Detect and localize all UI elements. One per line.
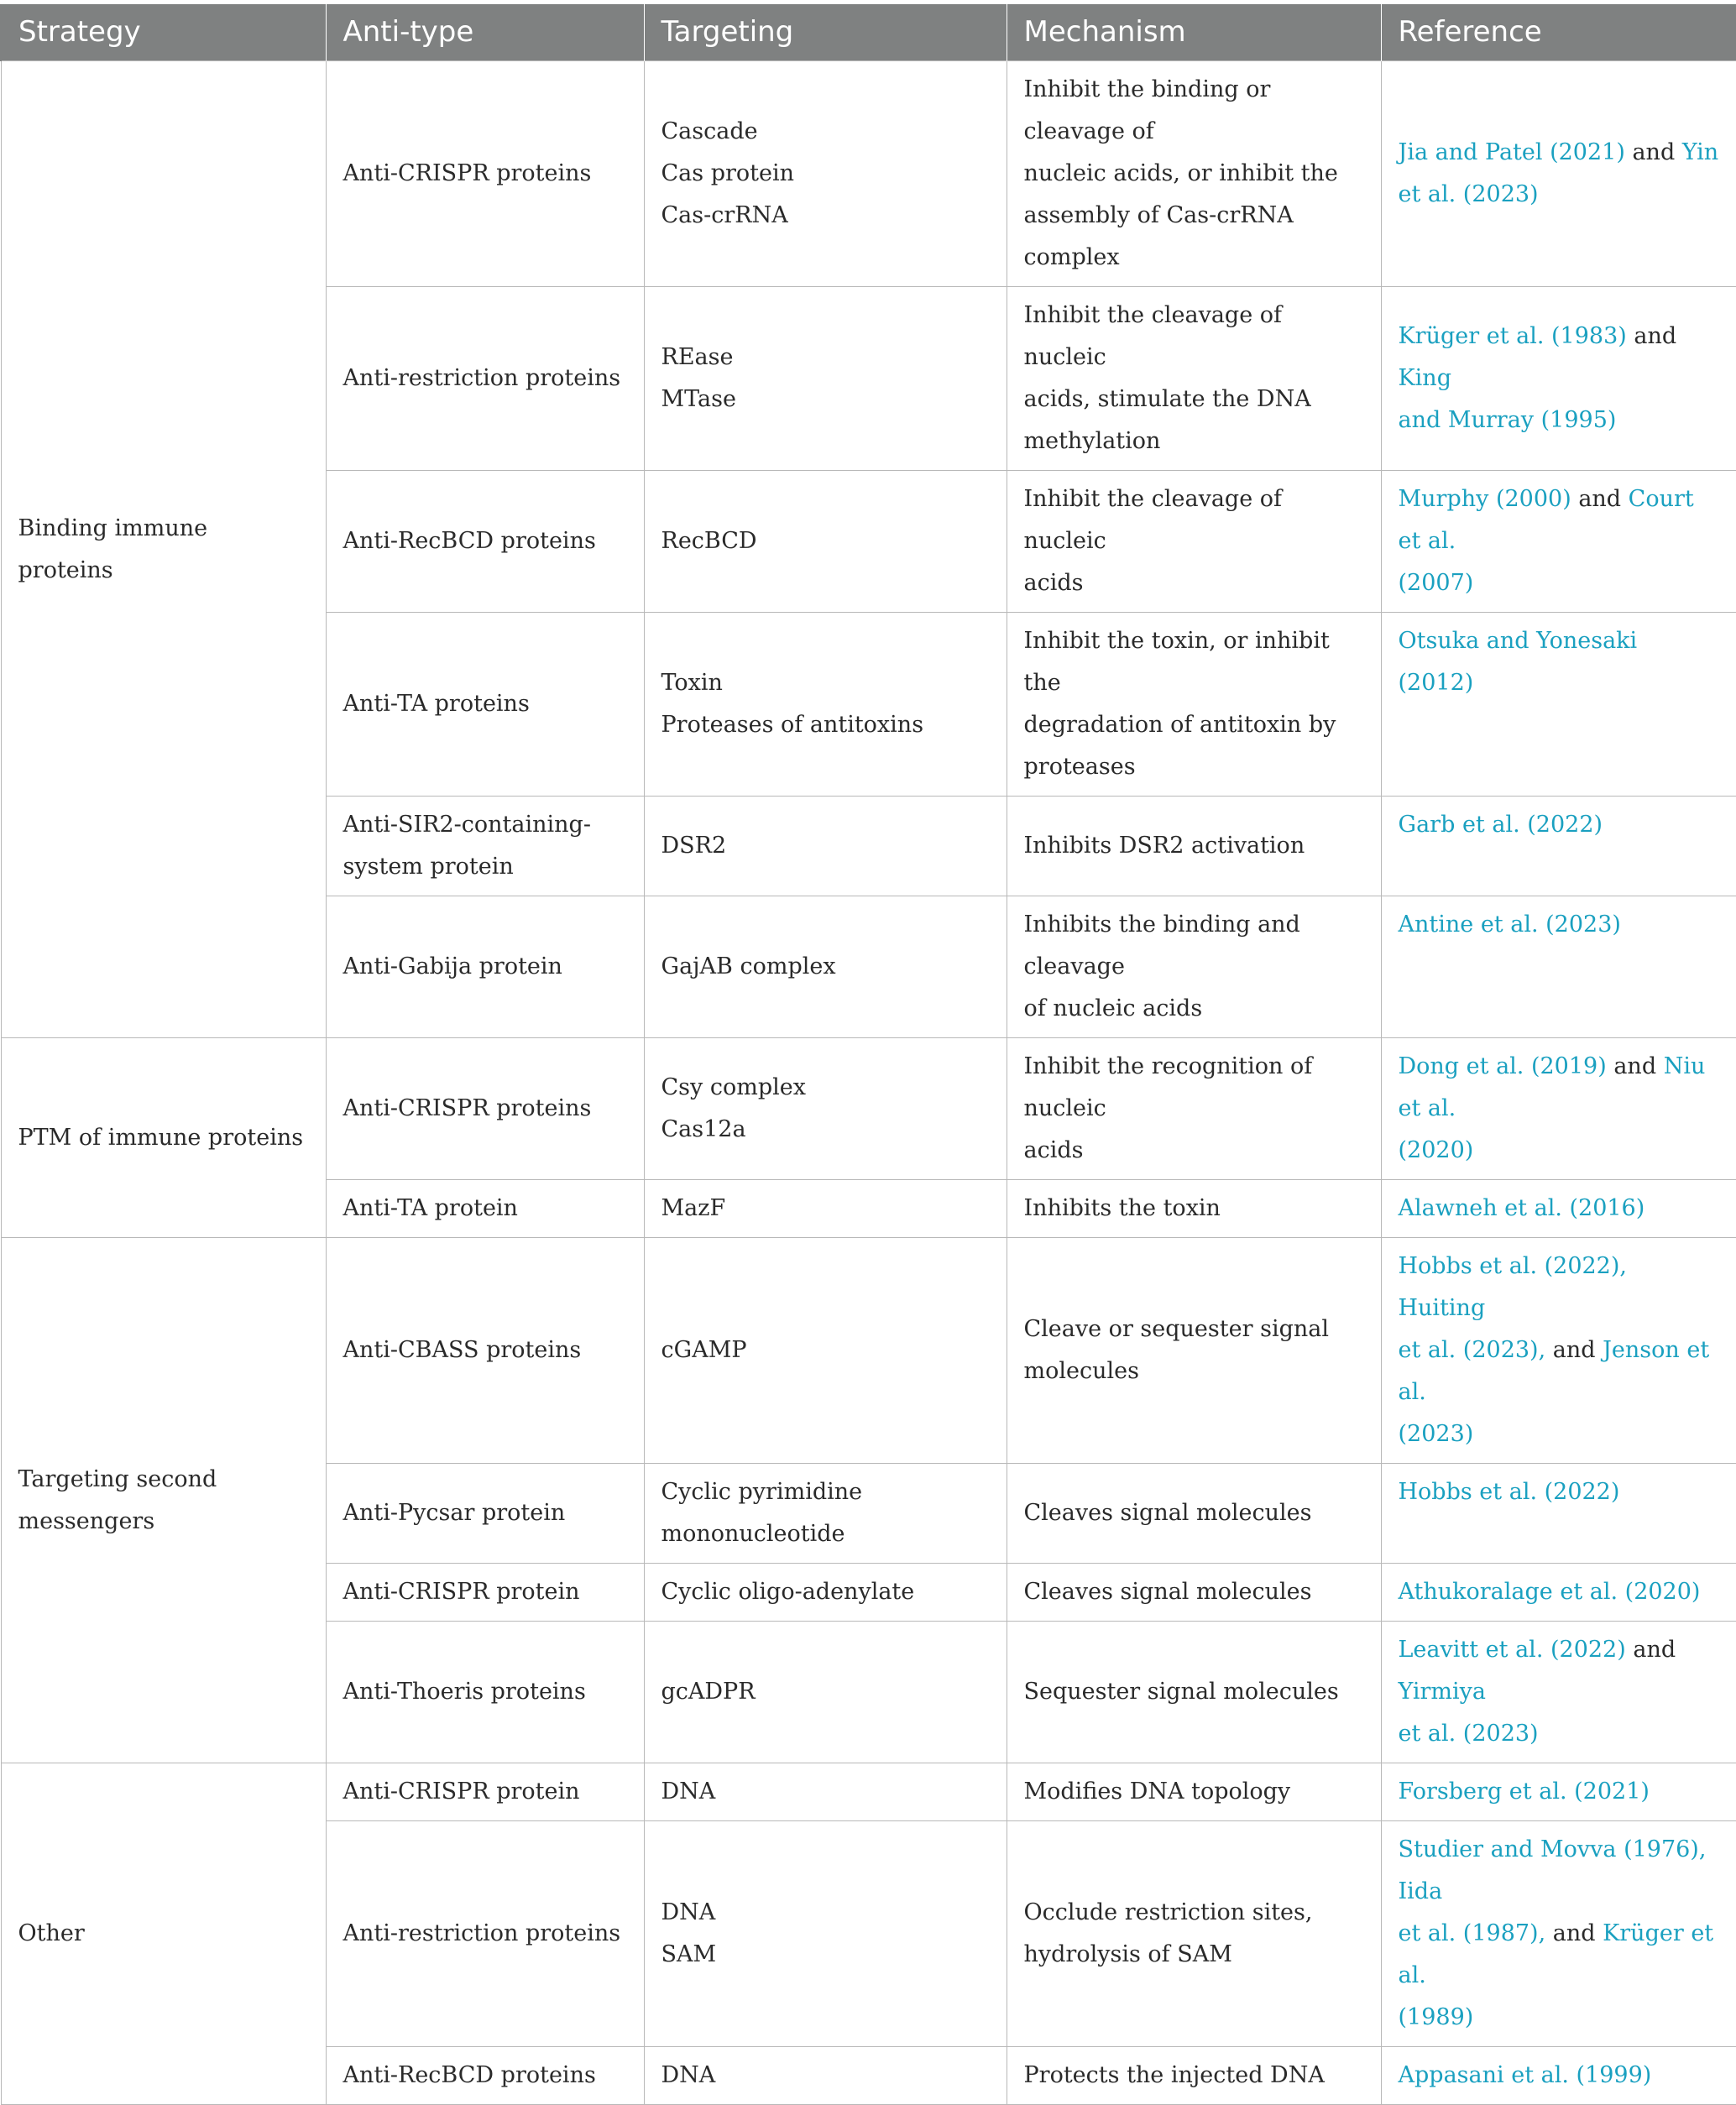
mechanism-line: proteases [1023, 754, 1136, 780]
anti-type-line: Anti-CRISPR protein [342, 1579, 580, 1605]
reference-line [1399, 1046, 1720, 1130]
reference-line [1399, 478, 1720, 562]
anti-type-cell [326, 613, 644, 797]
mechanism-line: molecules [1023, 1358, 1139, 1384]
reference-cell [1381, 1821, 1736, 2047]
anti-type-line: system protein [342, 854, 514, 880]
reference-line [1399, 1829, 1720, 1913]
reference-cell [1381, 471, 1736, 613]
targeting-line: Cyclic oligo-adenylate [661, 1579, 915, 1605]
targeting-line: GajAB complex [661, 953, 836, 979]
anti-type-line: Anti-RecBCD proteins [342, 2062, 596, 2088]
citation-link[interactable]: Murphy (2000) [1398, 486, 1571, 512]
anti-type-cell [326, 1464, 644, 1564]
citation-link[interactable]: Yin [1681, 139, 1719, 165]
citation-link[interactable]: Yirmiya [1398, 1679, 1486, 1705]
reference-line [1399, 904, 1720, 946]
reference-line [1399, 1413, 1720, 1455]
table-row [1, 1763, 1736, 1821]
strategy-cell: Other [1, 1763, 326, 2105]
targeting-cell [644, 2047, 1007, 2105]
targeting-line: Cas-crRNA [661, 202, 788, 228]
mechanism-line: degradation of antitoxin by [1023, 712, 1336, 738]
targeting-line: Proteases of antitoxins [661, 712, 924, 738]
citation-link[interactable]: Jia and Patel (2021) [1398, 139, 1625, 165]
anti-defense-strategies-table [0, 4, 1736, 2105]
table-row [1, 1238, 1736, 1464]
mechanism-cell [1007, 896, 1381, 1038]
mechanism-line: methylation [1023, 428, 1161, 454]
reference-cell [1381, 287, 1736, 471]
targeting-cell [644, 61, 1007, 287]
reference-cell [1381, 61, 1736, 287]
mechanism-line: Occlude restriction sites, [1023, 1899, 1313, 1925]
column-header-reference: Reference [1381, 4, 1736, 61]
mechanism-line: Protects the injected DNA [1023, 2062, 1325, 2088]
reference-line [1399, 1713, 1720, 1755]
citation-link[interactable]: Athukoralage et al. (2020) [1398, 1579, 1701, 1605]
anti-type-line: Anti-Gabija protein [342, 953, 562, 979]
targeting-cell [644, 1821, 1007, 2047]
reference-cell [1381, 1238, 1736, 1464]
reference-conjunction: and [1606, 1053, 1664, 1079]
anti-type-cell [326, 1238, 644, 1464]
mechanism-cell [1007, 1622, 1381, 1763]
mechanism-line: of nucleic acids [1023, 995, 1203, 1021]
citation-link[interactable]: (1989) [1398, 2004, 1474, 2030]
citation-link[interactable]: et al. (2023), [1398, 1337, 1546, 1363]
anti-type-line: Anti-restriction proteins [342, 365, 621, 391]
reference-cell [1381, 1763, 1736, 1821]
mechanism-line: Cleaves signal molecules [1023, 1579, 1312, 1605]
reference-line [1399, 804, 1720, 846]
targeting-line: Cas protein [661, 160, 794, 186]
targeting-line: cGAMP [661, 1337, 747, 1363]
mechanism-cell [1007, 1821, 1381, 2047]
citation-link[interactable]: Niu et al. [1398, 1053, 1706, 1121]
mechanism-line: Inhibit the toxin, or inhibit the [1023, 628, 1330, 696]
column-header-targeting: Targeting [644, 4, 1007, 61]
anti-type-cell [326, 1038, 644, 1180]
reference-line [1399, 2055, 1720, 2097]
targeting-line: MTase [661, 386, 736, 412]
strategy-cell: Binding immune proteins [1, 61, 326, 1038]
citation-link[interactable]: Court et al. [1398, 486, 1694, 554]
anti-type-line: Anti-Thoeris proteins [342, 1679, 586, 1705]
targeting-cell [644, 613, 1007, 797]
mechanism-line: Inhibits DSR2 activation [1023, 833, 1305, 859]
reference-cell [1381, 1564, 1736, 1622]
anti-type-cell [326, 61, 644, 287]
anti-type-cell [326, 797, 644, 896]
mechanism-line: Inhibit the cleavage of nucleic [1023, 486, 1283, 554]
reference-cell [1381, 2047, 1736, 2105]
targeting-cell [644, 1038, 1007, 1180]
reference-cell [1381, 613, 1736, 797]
mechanism-cell [1007, 1564, 1381, 1622]
mechanism-cell [1007, 2047, 1381, 2105]
mechanism-line: Inhibit the cleavage of nucleic [1023, 302, 1283, 370]
anti-type-cell [326, 1821, 644, 2047]
reference-cell [1381, 1464, 1736, 1564]
anti-type-line: Anti-SIR2-containing- [342, 812, 591, 838]
header-row [1, 4, 1736, 61]
citation-link[interactable]: King [1398, 365, 1451, 391]
reference-conjunction: and [1571, 486, 1629, 512]
anti-type-line: Anti-CRISPR protein [342, 1779, 580, 1805]
reference-line [1399, 1629, 1720, 1713]
targeting-line: DNA [661, 1779, 716, 1805]
reference-conjunction: and [1545, 1920, 1603, 1946]
strategy-cell: PTM of immune proteins [1, 1038, 326, 1238]
targeting-cell [644, 1564, 1007, 1622]
anti-type-cell [326, 896, 644, 1038]
reference-cell [1381, 1180, 1736, 1238]
reference-line [1399, 1130, 1720, 1172]
mechanism-cell [1007, 1238, 1381, 1464]
reference-cell [1381, 797, 1736, 896]
targeting-cell [644, 1622, 1007, 1763]
targeting-line: gcADPR [661, 1679, 756, 1705]
mechanism-cell [1007, 471, 1381, 613]
targeting-cell [644, 1763, 1007, 1821]
reference-conjunction: and [1624, 139, 1682, 165]
targeting-line: Cyclic pyrimidine [661, 1479, 863, 1505]
targeting-line: Cas12a [661, 1116, 746, 1142]
targeting-cell [644, 471, 1007, 613]
citation-link[interactable]: Dong et al. (2019) [1398, 1053, 1607, 1079]
reference-line [1399, 1188, 1720, 1230]
citation-link[interactable]: Krüger et al. [1398, 1920, 1714, 1988]
targeting-cell [644, 896, 1007, 1038]
targeting-line: Cascade [661, 118, 758, 144]
citation-link[interactable]: et al. (2023) [1398, 1721, 1539, 1747]
reference-conjunction: and [1545, 1337, 1603, 1363]
reference-line [1399, 1771, 1720, 1813]
anti-type-cell [326, 2047, 644, 2105]
targeting-line: MazF [661, 1195, 726, 1221]
reference-line [1399, 1913, 1720, 1997]
citation-link[interactable]: Hobbs et al. (2022), Huiting [1398, 1253, 1627, 1321]
mechanism-line: Inhibits the binding and cleavage [1023, 911, 1300, 979]
reference-line [1399, 400, 1720, 441]
citation-link[interactable]: Hobbs et al. (2022) [1398, 1479, 1620, 1505]
reference-line [1399, 1246, 1720, 1329]
anti-type-line: Anti-CRISPR proteins [342, 1095, 592, 1121]
reference-line [1399, 174, 1720, 216]
mechanism-cell [1007, 1038, 1381, 1180]
citation-link[interactable]: (2020) [1398, 1137, 1474, 1163]
reference-cell [1381, 1038, 1736, 1180]
targeting-cell [644, 797, 1007, 896]
reference-cell [1381, 896, 1736, 1038]
citation-link[interactable]: Garb et al. (2022) [1398, 812, 1603, 838]
table-row [1, 61, 1736, 287]
reference-conjunction: and [1625, 1637, 1676, 1663]
citation-link[interactable]: Antine et al. (2023) [1398, 911, 1621, 938]
targeting-line: SAM [661, 1941, 717, 1967]
targeting-cell [644, 1238, 1007, 1464]
mechanism-cell [1007, 1763, 1381, 1821]
targeting-line: Csy complex [661, 1074, 806, 1100]
mechanism-line: acids [1023, 1137, 1084, 1163]
mechanism-line: nucleic acids, or inhibit the [1023, 160, 1338, 186]
mechanism-line: Inhibit the binding or cleavage of [1023, 76, 1271, 144]
targeting-line: DNA [661, 1899, 716, 1925]
anti-type-line: Anti-TA protein [342, 1195, 518, 1221]
anti-type-cell [326, 287, 644, 471]
citation-link[interactable]: Jenson et al. [1398, 1337, 1710, 1405]
anti-type-line: Anti-TA proteins [342, 691, 530, 717]
anti-type-cell [326, 1180, 644, 1238]
mechanism-cell [1007, 61, 1381, 287]
citation-link[interactable]: Appasani et al. (1999) [1398, 2062, 1652, 2088]
column-header-anti-type: Anti-type [326, 4, 644, 61]
reference-line [1399, 562, 1720, 604]
mechanism-cell [1007, 1180, 1381, 1238]
reference-cell [1381, 1622, 1736, 1763]
anti-type-line: Anti-Pycsar protein [342, 1500, 566, 1526]
mechanism-line: Cleaves signal molecules [1023, 1500, 1312, 1526]
reference-conjunction: and [1626, 323, 1677, 349]
targeting-line: mononucleotide [661, 1521, 845, 1547]
citation-link[interactable]: et al. (1987), [1398, 1920, 1546, 1946]
citation-link[interactable]: (2007) [1398, 570, 1474, 596]
anti-type-cell [326, 1564, 644, 1622]
citation-link[interactable]: Otsuka and Yonesaki (2012) [1398, 628, 1638, 696]
reference-line [1399, 1471, 1720, 1513]
anti-type-line: Anti-restriction proteins [342, 1920, 621, 1946]
citation-link[interactable]: (2023) [1398, 1421, 1474, 1447]
reference-line [1399, 620, 1720, 704]
anti-type-line: Anti-CRISPR proteins [342, 160, 592, 186]
targeting-line: REase [661, 344, 734, 370]
citation-link[interactable]: Leavitt et al. (2022) [1398, 1637, 1626, 1663]
targeting-line: Toxin [661, 670, 723, 696]
anti-type-cell [326, 471, 644, 613]
mechanism-line: Cleave or sequester signal [1023, 1316, 1329, 1342]
mechanism-cell [1007, 1464, 1381, 1564]
targeting-cell [644, 287, 1007, 471]
citation-link[interactable]: and Murray (1995) [1398, 407, 1617, 433]
targeting-line: DNA [661, 2062, 716, 2088]
table-row [1, 1038, 1736, 1180]
anti-type-cell [326, 1763, 644, 1821]
mechanism-line: hydrolysis of SAM [1023, 1941, 1232, 1967]
citation-link[interactable]: Studier and Movva (1976), Iida [1398, 1836, 1707, 1904]
mechanism-line: Inhibits the toxin [1023, 1195, 1221, 1221]
reference-line [1399, 316, 1720, 400]
targeting-cell [644, 1464, 1007, 1564]
citation-link[interactable]: Krüger et al. (1983) [1398, 323, 1627, 349]
reference-line [1399, 1997, 1720, 2039]
reference-line [1399, 132, 1720, 174]
reference-line [1399, 1571, 1720, 1613]
mechanism-line: Modifies DNA topology [1023, 1779, 1291, 1805]
mechanism-line: acids, stimulate the DNA [1023, 386, 1311, 412]
column-header-strategy: Strategy [1, 4, 326, 61]
reference-line [1399, 1329, 1720, 1413]
anti-type-line: Anti-RecBCD proteins [342, 528, 596, 554]
table-body [1, 61, 1736, 2105]
mechanism-line: Sequester signal molecules [1023, 1679, 1339, 1705]
citation-link[interactable]: Alawneh et al. (2016) [1398, 1195, 1645, 1221]
mechanism-line: acids [1023, 570, 1084, 596]
mechanism-cell [1007, 613, 1381, 797]
anti-type-line: Anti-CBASS proteins [342, 1337, 582, 1363]
targeting-line: DSR2 [661, 833, 727, 859]
citation-link[interactable]: Forsberg et al. (2021) [1398, 1779, 1650, 1805]
mechanism-line: assembly of Cas-crRNA complex [1023, 202, 1294, 270]
column-header-mechanism: Mechanism [1007, 4, 1381, 61]
anti-type-cell [326, 1622, 644, 1763]
targeting-line: RecBCD [661, 528, 757, 554]
mechanism-line: Inhibit the recognition of nucleic [1023, 1053, 1313, 1121]
mechanism-cell [1007, 287, 1381, 471]
strategy-cell: Targeting second messengers [1, 1238, 326, 1763]
mechanism-cell [1007, 797, 1381, 896]
targeting-cell [644, 1180, 1007, 1238]
citation-link[interactable]: et al. (2023) [1398, 181, 1539, 207]
